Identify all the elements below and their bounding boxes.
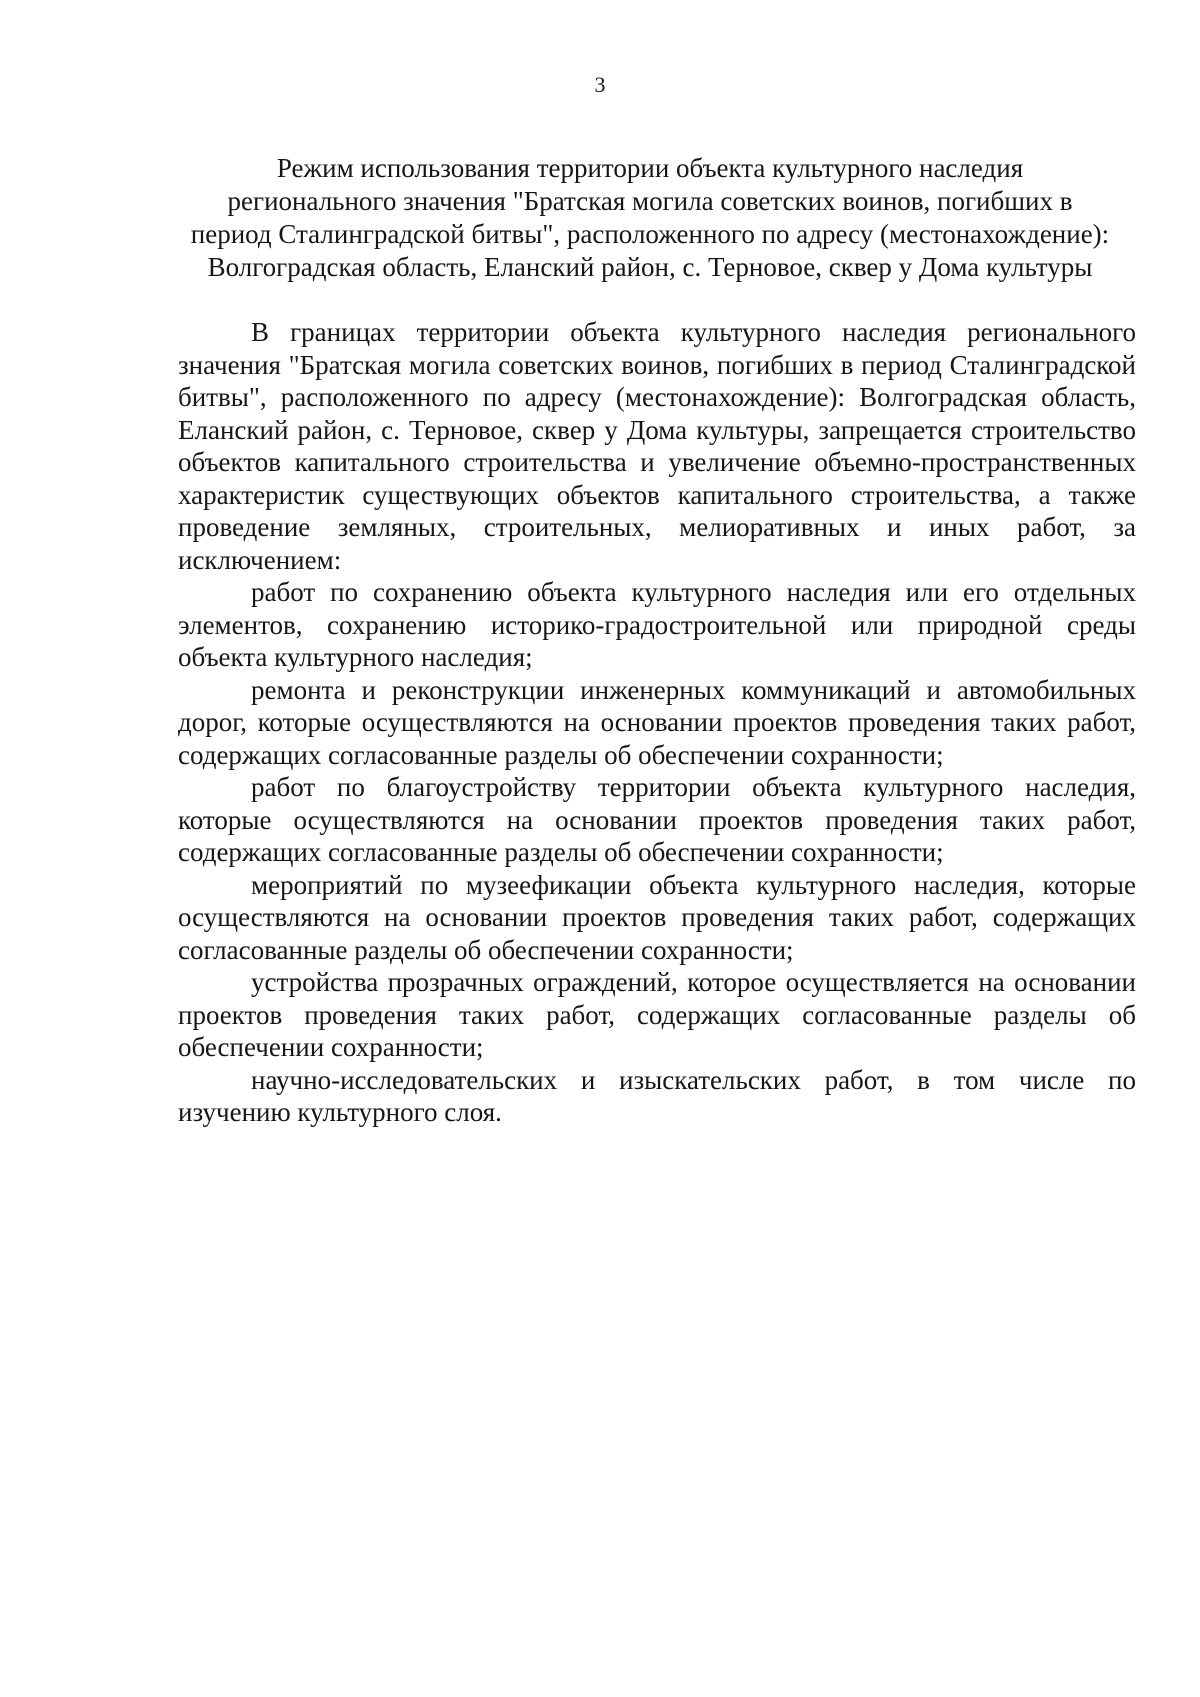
intro-paragraph: В границах территории объекта культурного наследия регионального значения "Братская могила советских воинов, погибших в период Сталинградской битвы", расположенного по адресу (местонахождение): Волгоградская область, Еланский район, с. Терновое, сквер у Дома культуры, запрещается строительство объектов капитального строительства и увеличение объемно-пространственных характеристик существующих объектов капитального строительства, а также проведение земляных, строительных, мелиоративных и иных работ, за исключением: [178,317,1136,575]
exception-item: работ по благоустройству территории объекта культурного наследия, которые осуществляются на основании проектов проведения таких работ, содержащих согласованные разделы об обеспечении сохранности; [178,772,1136,867]
title-line: регионального значения "Братская могила советских воинов, погибших в [227,186,1073,216]
exception-item: ремонта и реконструкции инженерных коммуникаций и автомобильных дорог, которые осуществляются на основании проектов проведения таких работ, содержащих согласованные разделы об обеспечении сохранности; [178,674,1136,770]
exception-item: устройства прозрачных ограждений, которое осуществляется на основании проектов проведения таких работ, содержащих согласованные разделы об обеспечении сохранности; [178,967,1136,1062]
title-line: Режим использования территории объекта культурного наследия [276,153,1024,183]
exception-item: научно-исследовательских и изыскательских работ, в том числе по изучению культурного слоя. [178,1064,1136,1127]
title-line: период Сталинградской битвы", расположенного по адресу (местонахождение): [190,219,1110,249]
exception-item: работ по сохранению объекта культурного наследия или его отдельных элементов, сохранению историко-градостроительной или природной среды объекта культурного наследия; [178,577,1136,672]
exception-item: мероприятий по музеефикации объекта культурного наследия, которые осуществляются на основании проектов проведения таких работ, содержащих согласованные разделы об обеспечении сохранности; [178,869,1136,965]
title-line: Волгоградская область, Еланский район, с. Терновое, сквер у Дома культуры [207,252,1093,282]
page-number: 3 [594,72,606,97]
document-body [178,316,1136,1129]
document-title [170,152,1130,284]
